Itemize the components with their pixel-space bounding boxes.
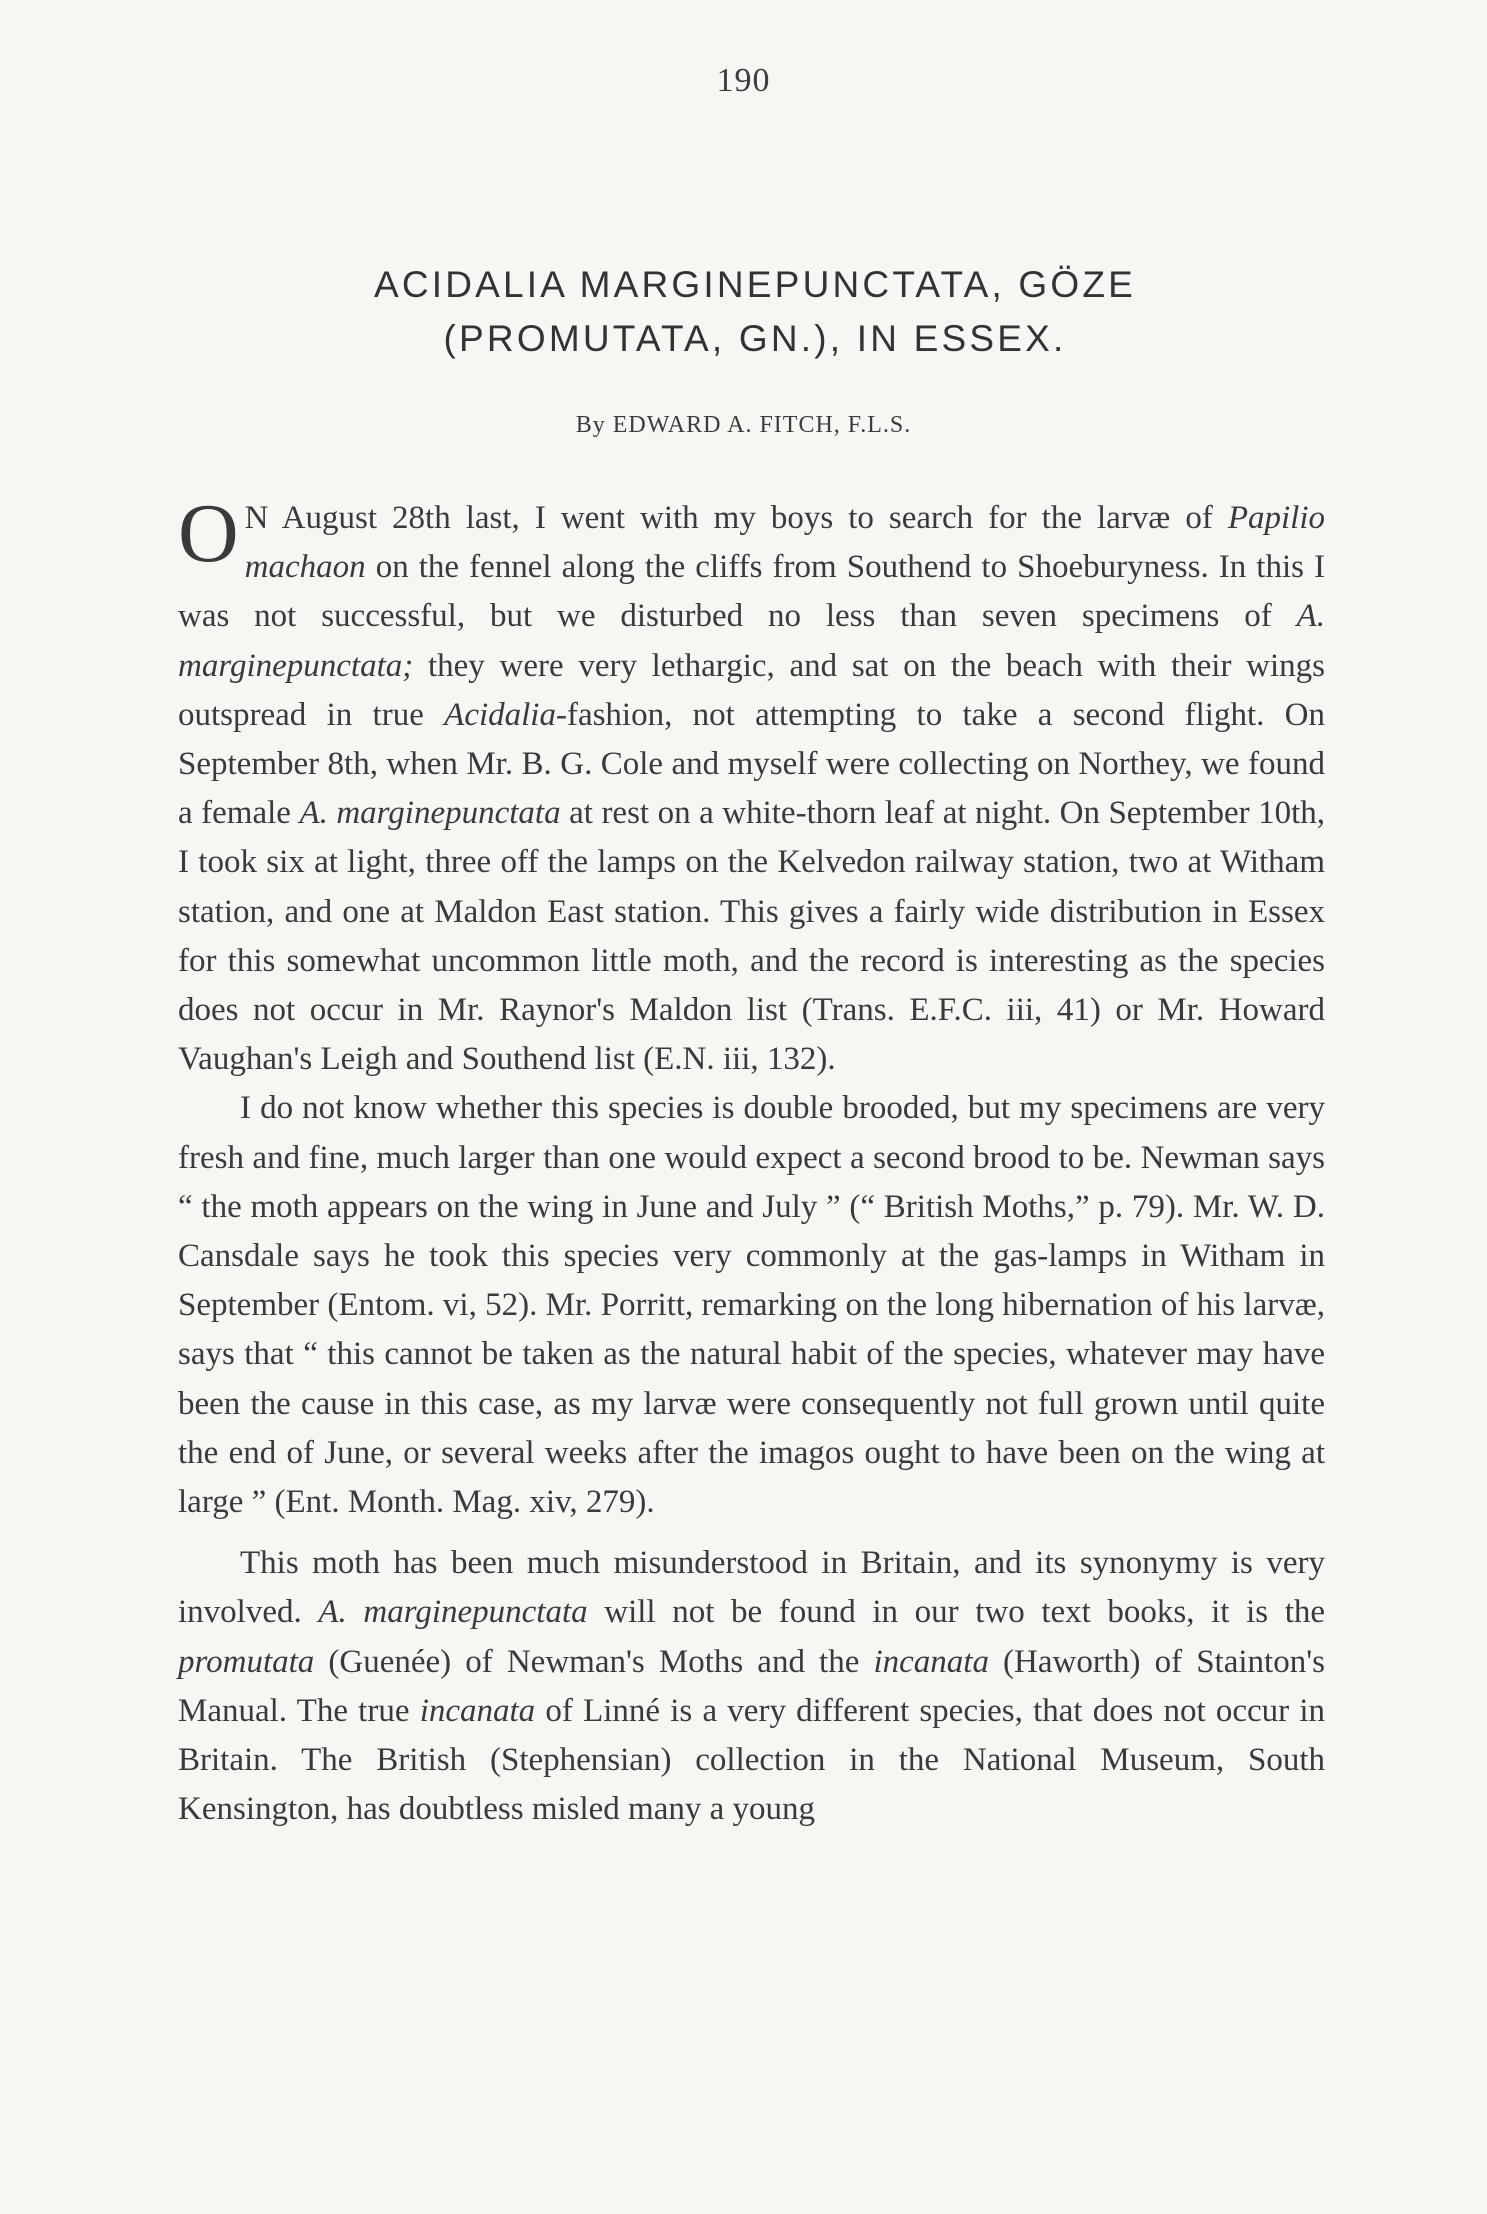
paragraph-3-text-5: of Linné is a very different species, that does not occur in Britain. The British (Stephensian) collection in the National Museum, South Kensington, has doubtless misled many a young: [178, 1692, 1325, 1828]
article-title: [180, 258, 1330, 366]
drop-cap: O: [178, 487, 239, 580]
species-name-marginepunctata: A. marginepunctata: [299, 795, 561, 832]
paragraph-1: [178, 487, 1326, 1084]
paragraph-2: [178, 1084, 1325, 1527]
species-name-incanata: incanata: [419, 1692, 536, 1729]
paragraph-1-text-4: -fashion, not attempting to take a second flight. On September 8th, when Mr. B. G. Cole and myself were collecting on Northey, we found a female: [178, 696, 1325, 832]
species-name-marginepunctata: A. marginepunctata: [318, 1594, 588, 1631]
species-name-incanata: incanata: [873, 1643, 989, 1680]
article-body: [178, 487, 1326, 1834]
article-title-line-2: (PROMUTATA, GN.), IN ESSEX.: [443, 318, 1067, 359]
paragraph-1-text-5: at rest on a white-thorn leaf at night. On September 10th, I took six at light, three off the lamps on the Kelvedon railway station, two at Witham station, and one at Maldon East station. This gives a fairly wide distribution in Essex for this somewhat uncommon little moth, and the record is interesting as the species does not occur in Mr. Raynor's Maldon list (Trans. E.F.C. iii, 41) or Mr. Howard Vaughan's Leigh and Southend list (E.N. iii, 132).: [178, 795, 1326, 1078]
byline: By EDWARD A. FITCH, F.L.S.: [575, 412, 912, 438]
paragraph-2-text: I do not know whether this species is double brooded, but my specimens are very fresh and fine, much larger than one would expect a second brood to be. Newman says “ the moth appears on the wing in June and July ” (“ British Moths,” p. 79). Mr. W. D. Cansdale says he took this species very commonly at the gas-lamps in Witham in September (Entom. vi, 52). Mr. Porritt, remarking on the long hibernation of his larvæ, says that “ this cannot be taken as the natural habit of the species, whatever may have been the cause in this case, as my larvæ were consequently not full grown until quite the end of June, or several weeks after the imagos ought to have been on the wing at large ” (Ent. Month. Mag. xiv, 279).: [178, 1090, 1325, 1521]
paragraph-3: [178, 1539, 1325, 1834]
species-name-promutata: promutata: [178, 1643, 315, 1680]
paragraph-3-text-4: (Haworth) of Stainton's Manual. The true: [178, 1643, 1325, 1729]
paragraph-3-text-3: (Guenée) of Newman's Moths and the: [314, 1643, 874, 1680]
paragraph-3-text-2: will not be found in our two text books, it is the: [587, 1594, 1326, 1631]
species-name-papilio-machaon: Papilio machaon: [244, 500, 1325, 586]
genus-name-acidalia: Acidalia: [444, 696, 556, 733]
article-title-line-1: ACIDALIA MARGINEPUNCTATA, GÖZE: [373, 264, 1137, 305]
paragraph-1-text-2: on the fennel along the cliffs from Southend to Shoeburyness. In this I was not successful, but we disturbed no less than seven specimens of: [178, 549, 1325, 635]
page-number: 190: [716, 62, 771, 99]
paragraph-3-text-1: This moth has been much misunderstood in Britain, and its synonymy is very involved.: [178, 1545, 1325, 1631]
paragraph-1-text-1: N August 28th last, I went with my boys to search for the larvæ of: [244, 500, 1228, 536]
paragraph-1-text-3: they were very lethargic, and sat on the beach with their wings outspread in true: [178, 647, 1325, 733]
species-name-marginepunctata: A. marginepunctata;: [178, 598, 1325, 684]
